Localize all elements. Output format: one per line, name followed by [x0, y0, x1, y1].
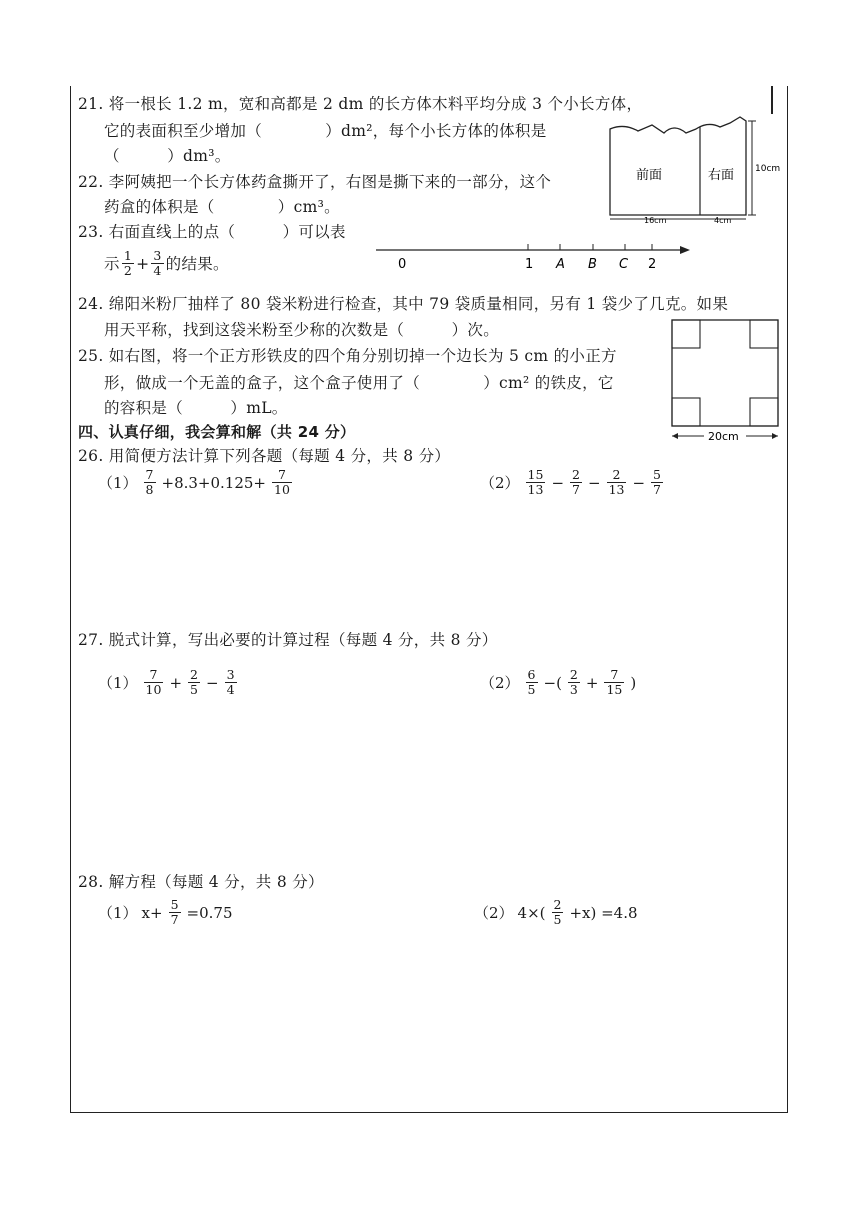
- q23-post: 的结果。: [165, 254, 229, 273]
- q23-frac-b: $\frac{3}{4}$: [153, 248, 162, 278]
- q26-p1-frac1: $\frac{7}{8}$: [145, 467, 154, 497]
- q27-p2-frac2: $\frac{2}{3}$: [569, 667, 578, 697]
- q28-p1-post: =0.75: [186, 903, 233, 922]
- q25-line2: 形，做成一个无盖的盒子，这个盒子使用了（ ）cm² 的铁皮，它: [104, 374, 614, 392]
- q28-p2-post: +x) =4.8: [569, 903, 638, 922]
- q21-line3: （ ）dm³。: [104, 147, 231, 165]
- nl-label-2: 2: [648, 257, 657, 272]
- q23-plus: +: [136, 254, 150, 273]
- q27-p2-frac1: $\frac{6}{5}$: [527, 667, 536, 697]
- q25-line3: 的容积是（ ）mL。: [104, 399, 288, 417]
- nl-label-1: 1: [525, 257, 534, 272]
- q22-right-label: 右面: [708, 168, 735, 183]
- q23-line2: [104, 249, 229, 278]
- q22-box-net-figure: [604, 113, 784, 225]
- q24-line2: 用天平称，找到这袋米粉至少称的次数是（ ）次。: [104, 321, 500, 339]
- q26-p2-frac2: $\frac{2}{7}$: [572, 467, 580, 497]
- q22-front-label: 前面: [636, 168, 663, 183]
- q27-p1-frac1: $\frac{7}{10}$: [145, 667, 162, 697]
- q27-p2-close: ): [630, 673, 637, 692]
- q27-p2-op2: +: [585, 673, 599, 692]
- q22-line2: 药盒的体积是（ ）cm³。: [104, 198, 340, 216]
- q27-part2: [480, 668, 636, 697]
- q26-part1: [98, 468, 294, 497]
- q25-line1: 25. 如右图，将一个正方形铁皮的四个角分别切掉一个边长为 5 cm 的小正方: [78, 347, 617, 365]
- q28-p2-pre: 4×(: [517, 903, 546, 922]
- q26-title: 26. 用简便方法计算下列各题（每题 4 分，共 8 分）: [78, 447, 451, 465]
- q27-part1: [98, 668, 239, 697]
- q21-line1: 21. 将一根长 1.2 m，宽和高都是 2 dm 的长方体木料平均分成 3 个小长方体，: [78, 95, 643, 113]
- nl-label-c: C: [619, 257, 629, 272]
- q26-p2-frac4: $\frac{5}{7}$: [653, 467, 661, 497]
- q26-p1-frac2: $\frac{7}{10}$: [274, 467, 290, 497]
- nl-ticks: [528, 244, 652, 250]
- q27-p2-frac3: $\frac{7}{15}$: [606, 667, 623, 697]
- q28-p2-label: （2）: [474, 904, 514, 922]
- q23-frac-a: $\frac{1}{2}$: [123, 248, 133, 278]
- q28-p1-frac: $\frac{5}{7}$: [170, 897, 179, 927]
- q28-part1: [98, 898, 233, 927]
- q27-title: 27. 脱式计算，写出必要的计算过程（每题 4 分，共 8 分）: [78, 631, 498, 649]
- q25-square-figure: [668, 318, 784, 446]
- q24-line1: 24. 绵阳米粉厂抽样了 80 袋米粉进行检查，其中 79 袋质量相同，另有 1 袋少了几克。如果: [78, 295, 729, 313]
- q21-line2: 它的表面积至少增加（ ）dm²，每个小长方体的体积是: [104, 122, 547, 140]
- q23-pre: 示: [104, 254, 120, 273]
- q26-part2: [480, 468, 665, 497]
- q28-p1-pre: x+: [141, 903, 163, 922]
- q22-width2-label: 4cm: [714, 216, 732, 225]
- q27-p1-label: （1）: [98, 674, 138, 692]
- q28-p1-label: （1）: [98, 904, 138, 922]
- section4-title: 四、认真仔细，我会算和解（共 24 分）: [78, 423, 356, 441]
- q22-line1: 22. 李阿姨把一个长方体药盒撕开了，右图是撕下来的一部分，这个: [78, 173, 552, 191]
- q27-p2-op1: −(: [543, 673, 562, 692]
- q26-p1-label: （1）: [98, 474, 138, 492]
- q26-p2-label: （2）: [480, 474, 520, 492]
- q26-p2-op3: −: [632, 473, 646, 492]
- q22-width1-label: 16cm: [644, 216, 667, 225]
- q26-p2-frac1: $\frac{15}{13}$: [527, 467, 544, 497]
- q27-p1-op2: −: [205, 673, 219, 692]
- q28-part2: [474, 898, 638, 927]
- q25-size-label: 20cm: [708, 430, 739, 443]
- q26-p2-op2: −: [587, 473, 601, 492]
- q28-title: 28. 解方程（每题 4 分，共 8 分）: [78, 873, 324, 891]
- nl-label-b: B: [588, 257, 597, 272]
- frame-tick: [771, 86, 773, 114]
- q28-p2-frac: $\frac{2}{5}$: [553, 897, 562, 927]
- q26-p1-mid: +8.3+0.125+: [161, 473, 267, 492]
- q23-number-line: [374, 236, 694, 272]
- q23-line1: 23. 右面直线上的点（ ）可以表: [78, 223, 346, 241]
- nl-label-a: A: [556, 257, 565, 272]
- q27-p2-label: （2）: [480, 674, 520, 692]
- q26-p2-op1: −: [551, 473, 565, 492]
- q27-p1-frac3: $\frac{3}{4}$: [226, 667, 235, 697]
- q22-height-label: 10cm: [755, 164, 781, 174]
- nl-label-0: 0: [398, 257, 407, 272]
- q26-p2-frac3: $\frac{2}{13}$: [608, 467, 625, 497]
- q27-p1-frac2: $\frac{2}{5}$: [190, 667, 198, 697]
- q27-p1-op1: +: [169, 673, 183, 692]
